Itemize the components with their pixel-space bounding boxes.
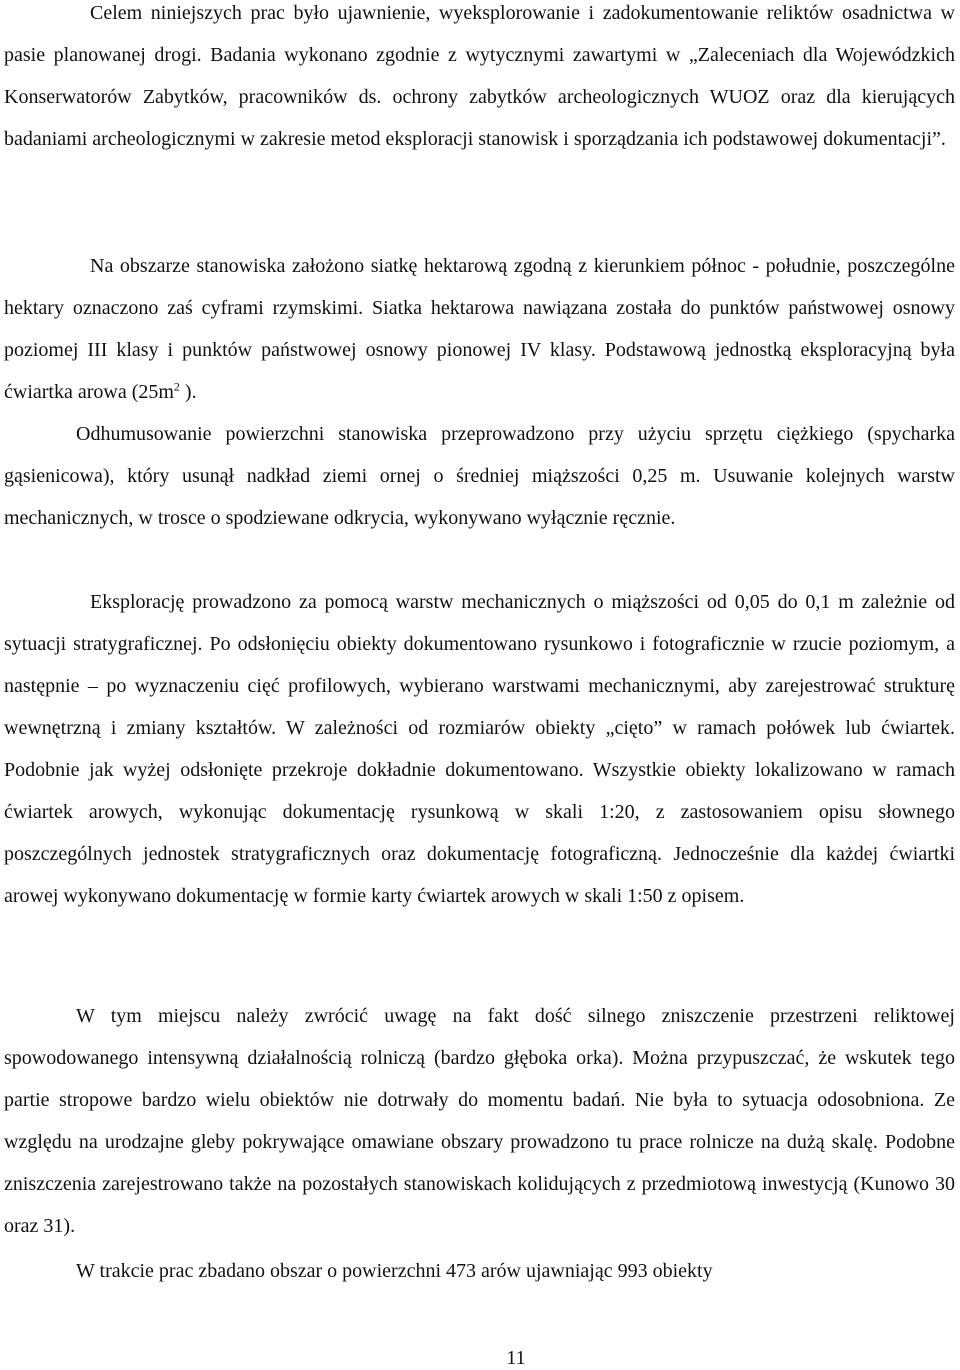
paragraph-summary: W trakcie prac zbadano obszar o powierzchni 473 arów ujawniając 993 obiekty	[76, 1260, 713, 1282]
page-number: 11	[506, 1347, 526, 1369]
paragraph-grid	[4, 245, 955, 413]
paragraph-purpose: Celem niniejszych prac było ujawnienie, wyeksplorowanie i zadokumentowanie reliktów osadnictwa w pasie planowanej drogi. Badania wykonano zgodnie z wytycznymi zawartymi w „Zaleceniach dla Wojewódzkich Konserwatorów Zabytków, pracowników ds. ochrony zabytków archeologicznych WUOZ oraz dla kierujących badaniami archeologicznymi w zakresie metod eksploracji stanowisk i sporządzania ich podstawowej dokumentacji”.	[4, 2, 955, 150]
paragraph-grid-closing: ).	[179, 381, 197, 403]
paragraph-exploration: Eksplorację prowadzono za pomocą warstw mechanicznych o miąższości od 0,05 do 0,1 m zależnie od sytuacji stratygraficznej. Po odsłonięciu obiekty dokumentowano rysunkowo i fotograficznie w rzucie poziomym, a następnie – po wyznaczeniu cięć profilowych, wybierano warstwami mechanicznymi, aby zarejestrować strukturę wewnętrzną i zmiany kształtów. W zależności od rozmiarów obiekty „cięto” w ramach połówek lub ćwiartek. Podobnie jak wyżej odsłonięte przekroje dokładnie dokumentowano. Wszystkie obiekty lokalizowano w ramach ćwiartek arowych, wykonując dokumentację rysunkową w skali 1:20, z zastosowaniem opisu słownego poszczególnych jednostek stratygraficznych oraz dokumentację fotograficzną. Jednocześnie dla każdej ćwiartki arowej wykonywano dokumentację w formie karty ćwiartek arowych w skali 1:50 z opisem.	[4, 591, 955, 907]
paragraph-destruction: W tym miejscu należy zwrócić uwagę na fakt dość silnego zniszczenie przestrzeni reliktowej spowodowanego intensywną działalnością rolniczą (bardzo głęboka orka). Można przypuszczać, że wskutek tego partie stropowe bardzo wielu obiektów nie dotrwały do momentu badań. Nie była to sytuacja odosobniona. Ze względu na urodzajne gleby pokrywające omawiane obszary prowadzono tu prace rolnicze na dużą skalę. Podobne zniszczenia zarejestrowano także na pozostałych stanowiskach kolidujących z przedmiotową inwestycją (Kunowo 30 oraz 31).	[4, 1005, 955, 1237]
paragraph-topsoil-removal: Odhumusowanie powierzchni stanowiska przeprowadzono przy użyciu sprzętu ciężkiego (spycharka gąsienicowa), który usunął nadkład ziemi ornej o średniej miąższości 0,25 m. Usuwanie kolejnych warstw mechanicznych, w trosce o spodziewane odkrycia, wykonywano wyłącznie ręcznie.	[4, 423, 955, 529]
paragraph-grid-text: Na obszarze stanowiska założono siatkę hektarową zgodną z kierunkiem północ - południe, poszczególne hektary oznaczono zaś cyframi rzymskimi. Siatka hektarowa nawiązana została do punktów państwowej osnowy poziomej III klasy i punktów państwowej osnowy pionowej IV klasy. Podstawową jednostką eksploracyjną była ćwiartka arowa (25m	[4, 255, 955, 403]
superscript-square: 2	[173, 379, 180, 394]
